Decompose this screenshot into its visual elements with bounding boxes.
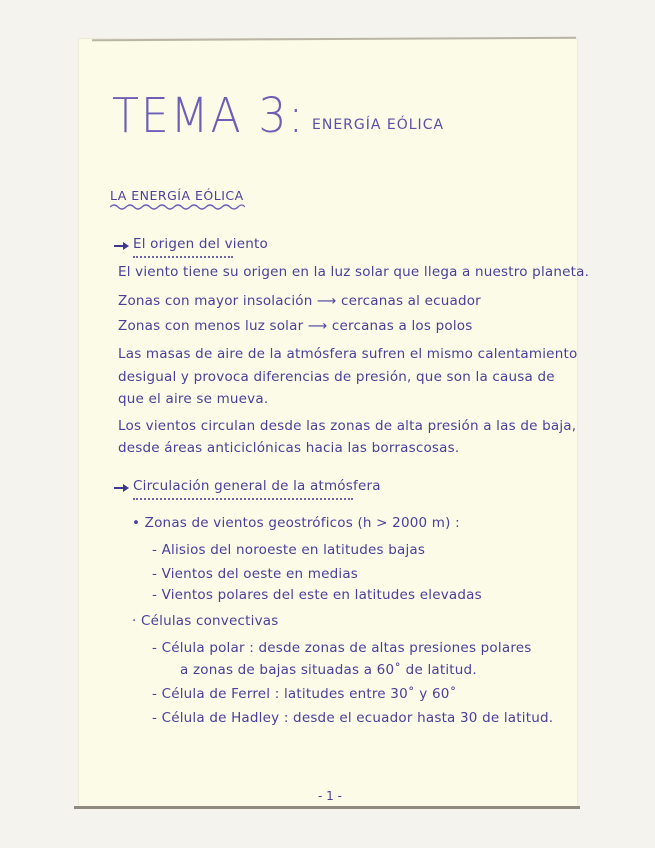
arrow-bullet-icon: [114, 483, 130, 493]
list-item: - Célula de Ferrel : latitudes entre 30˚ y 60˚: [152, 686, 457, 702]
body-line: desigual y provoca diferencias de presión, que son la causa de: [118, 369, 555, 385]
dotted-underline: [133, 498, 353, 500]
body-line: Las masas de aire de la atmósfera sufren el mismo calentamiento: [118, 346, 578, 362]
subheading: · Células convectivas: [132, 613, 279, 629]
list-item: - Célula de Hadley : desde el ecuador hasta 30 de latitud.: [152, 710, 554, 726]
arrow-bullet-icon: [114, 241, 130, 251]
section-heading: LA ENERGÍA EÓLICA: [110, 188, 244, 203]
body-line: Zonas con mayor insolación ⟶ cercanas al ecuador: [118, 293, 481, 309]
page-number: - 1 -: [318, 789, 342, 803]
body-line: Zonas con menos luz solar ⟶ cercanas a los polos: [118, 318, 473, 334]
page-bottom-edge: [74, 806, 580, 809]
page-subtitle: ENERGÍA EÓLICA: [312, 117, 445, 133]
circulation-heading: Circulación general de la atmósfera: [133, 478, 381, 494]
body-line: Los vientos circulan desde las zonas de alta presión a las de baja,: [118, 418, 577, 434]
body-line: El viento tiene su origen en la luz solar que llega a nuestro planeta.: [118, 264, 590, 280]
body-line: que el aire se mueva.: [118, 391, 269, 407]
subheading: • Zonas de vientos geostróficos (h > 2000 m) :: [132, 515, 460, 531]
wavy-underline: [110, 203, 245, 211]
list-item: - Vientos del oeste en medias: [152, 566, 359, 582]
list-item: - Alisios del noroeste en latitudes bajas: [152, 542, 426, 558]
list-item: a zonas de bajas situadas a 60˚ de latitud.: [180, 662, 477, 678]
list-item: - Célula polar : desde zonas de altas presiones polares: [152, 640, 532, 656]
list-item: - Vientos polares del este en latitudes elevadas: [152, 587, 482, 603]
page-title: TEMA 3:: [112, 88, 306, 144]
origin-heading: El origen del viento: [133, 236, 268, 252]
dotted-underline: [133, 256, 233, 258]
body-line: desde áreas anticiclónicas hacia las borrascosas.: [118, 440, 460, 456]
